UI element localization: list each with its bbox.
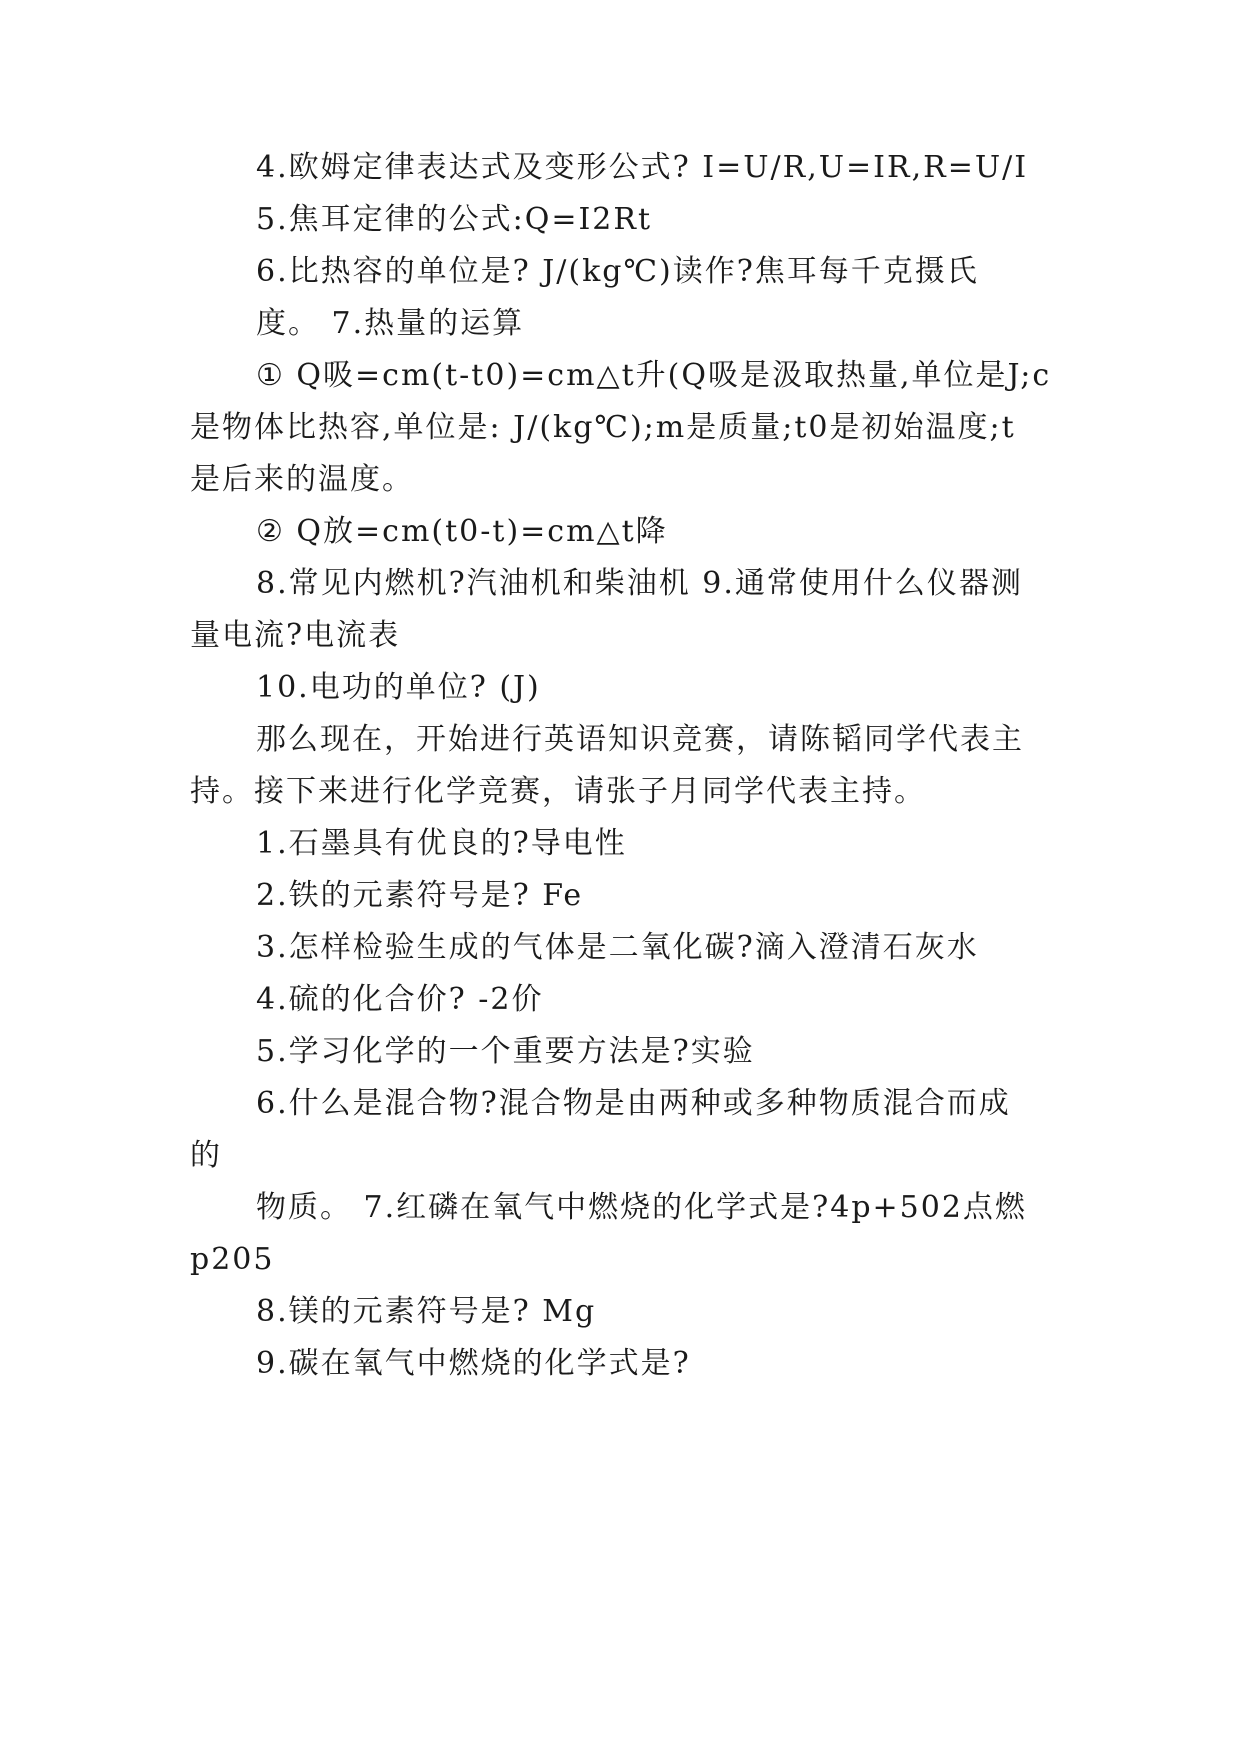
text-line: 8.镁的元素符号是? Mg	[256, 1294, 597, 1329]
text-line: 3.怎样检验生成的气体是二氧化碳?滴入澄清石灰水	[256, 930, 979, 965]
text-line: 物质。 7.红磷在氧气中燃烧的化学式是?4p+502点燃	[256, 1190, 1027, 1225]
text-line: 4.硫的化合价? -2价	[256, 982, 544, 1017]
text-line: p205	[190, 1242, 275, 1277]
text-line: 9.碳在氧气中燃烧的化学式是?	[256, 1346, 691, 1381]
text-line: 1.石墨具有优良的?导电性	[256, 826, 627, 861]
text-line: 持。接下来进行化学竞赛，请张子月同学代表主持。	[190, 774, 926, 809]
text-line: 8.常见内燃机?汽油机和柴油机 9.通常使用什么仪器测	[256, 566, 1023, 601]
text-line: 是物体比热容,单位是: J/(kg℃);m是质量;t0是初始温度;t	[190, 410, 1016, 445]
text-line: 那么现在，开始进行英语知识竞赛，请陈韬同学代表主	[256, 722, 1024, 757]
text-line: ① Q吸=cm(t-t0)=cm△t升(Q吸是汲取热量,单位是J;c	[256, 358, 1052, 393]
text-line: 10.电功的单位? (J)	[256, 670, 541, 705]
text-line: 是后来的温度。	[190, 462, 414, 497]
text-line: 量电流?电流表	[190, 618, 401, 653]
text-line: ② Q放=cm(t0-t)=cm△t降	[256, 514, 668, 549]
text-line: 度。 7.热量的运算	[256, 306, 525, 341]
text-line: 2.铁的元素符号是? Fe	[256, 878, 584, 913]
text-line: 5.学习化学的一个重要方法是?实验	[256, 1034, 755, 1069]
text-line: 6.比热容的单位是? J/(kg℃)读作?焦耳每千克摄氏	[256, 254, 979, 289]
text-line: 6.什么是混合物?混合物是由两种或多种物质混合而成	[256, 1086, 1011, 1121]
text-line: 的	[190, 1138, 222, 1173]
text-line: 5.焦耳定律的公式:Q=I2Rt	[256, 202, 653, 237]
text-line: 4.欧姆定律表达式及变形公式? I=U/R,U=IR,R=U/I	[256, 150, 1029, 185]
